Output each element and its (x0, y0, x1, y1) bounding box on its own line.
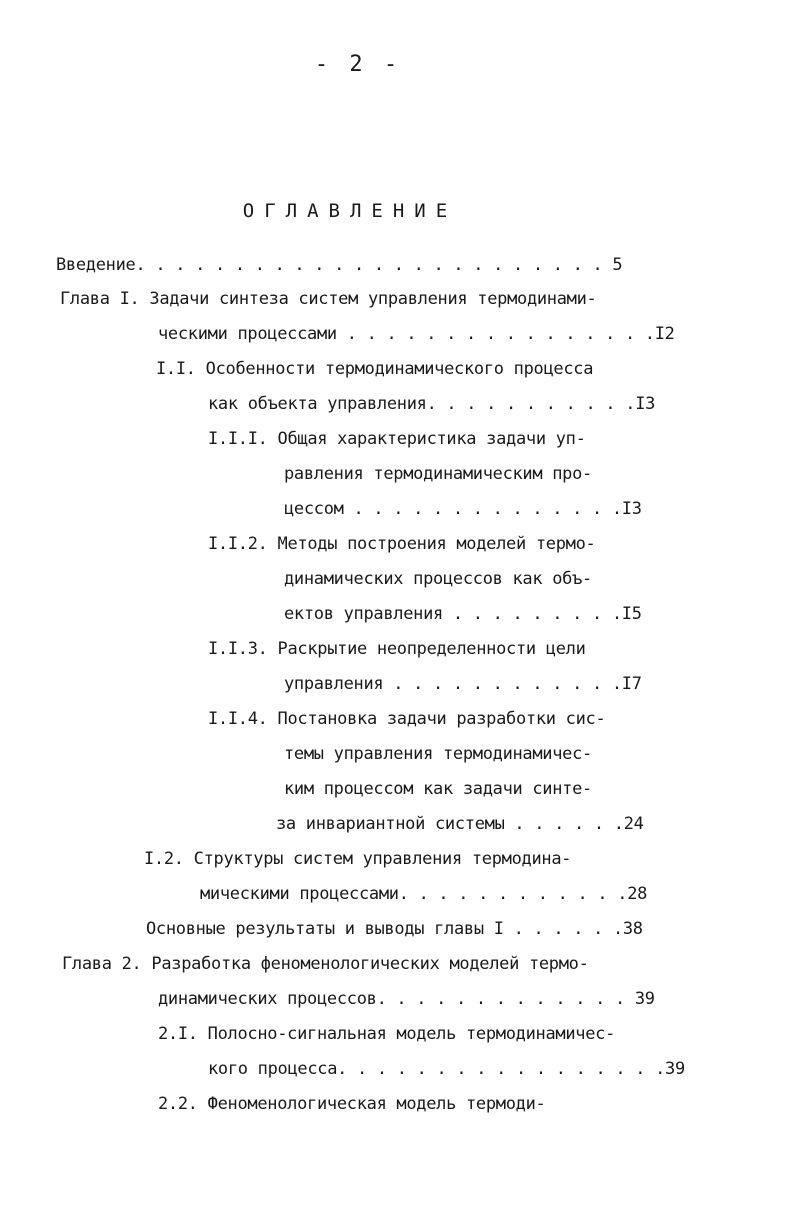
toc-entry-1-1-cont: как объекта управления. . . . . . . . . . .I3 (208, 394, 656, 414)
toc-entry-1-1: I.I. Особенности термодинамического процесса (156, 359, 594, 379)
toc-entry-chapter-2-cont: динамических процессов. . . . . . . . . . . . . 39 (158, 989, 655, 1009)
toc-entry-1-1-4-cont: за инвариантной системы . . . . . .24 (276, 814, 644, 834)
toc-entry-1-1-4-cont: темы управления термодинамичес- (284, 744, 592, 764)
toc-entry-chapter-1-results: Основные результаты и выводы главы I . . . . . .38 (146, 919, 643, 939)
toc-entry-1-2: I.2. Структуры систем управления термодина- (144, 849, 572, 869)
toc-entry-1-1-4-cont: ким процессом как задачи синте- (284, 779, 592, 799)
toc-entry-chapter-1-cont: ческими процессами . . . . . . . . . . . . . . . .I2 (158, 324, 675, 344)
toc-entry-1-1-1: I.I.I. Общая характеристика задачи уп- (208, 429, 586, 449)
toc-entry-1-1-3: I.I.3. Раскрытие неопределенности цели (208, 639, 586, 659)
toc-entry-2-1: 2.I. Полосно-сигнальная модель термодинамичес- (158, 1024, 616, 1044)
toc-title: ОГЛАВЛЕНИЕ (242, 200, 458, 222)
toc-entry-1-1-1-cont: цессом . . . . . . . . . . . . . .I3 (284, 499, 642, 519)
toc-entry-chapter-1: Глава I. Задачи синтеза систем управления термодинами- (60, 289, 597, 309)
toc-entry-1-2-cont: мическими процессами. . . . . . . . . . . .28 (200, 884, 648, 904)
page-number: - 2 - (314, 52, 402, 77)
toc-entry-1-1-3-cont: управления . . . . . . . . . . . .I7 (284, 674, 642, 694)
toc-entry-1-1-2-cont: ектов управления . . . . . . . . .I5 (284, 604, 642, 624)
toc-entry-1-1-2-cont: динамических процессов как объ- (284, 569, 592, 589)
toc-entry-2-2: 2.2. Феноменологическая модель термоди- (158, 1094, 546, 1114)
toc-entry-1-1-4: I.I.4. Постановка задачи разработки сис- (208, 709, 606, 729)
toc-entry-introduction: Введение. . . . . . . . . . . . . . . . . . . . . . . . 5 (56, 255, 623, 275)
toc-entry-2-1-cont: кого процесса. . . . . . . . . . . . . . . . .39 (208, 1059, 685, 1079)
toc-entry-1-1-1-cont: равления термодинамическим про- (284, 464, 592, 484)
toc-entry-1-1-2: I.I.2. Методы построения моделей термо- (208, 534, 596, 554)
toc-entry-chapter-2: Глава 2. Разработка феноменологических моделей термо- (62, 954, 589, 974)
